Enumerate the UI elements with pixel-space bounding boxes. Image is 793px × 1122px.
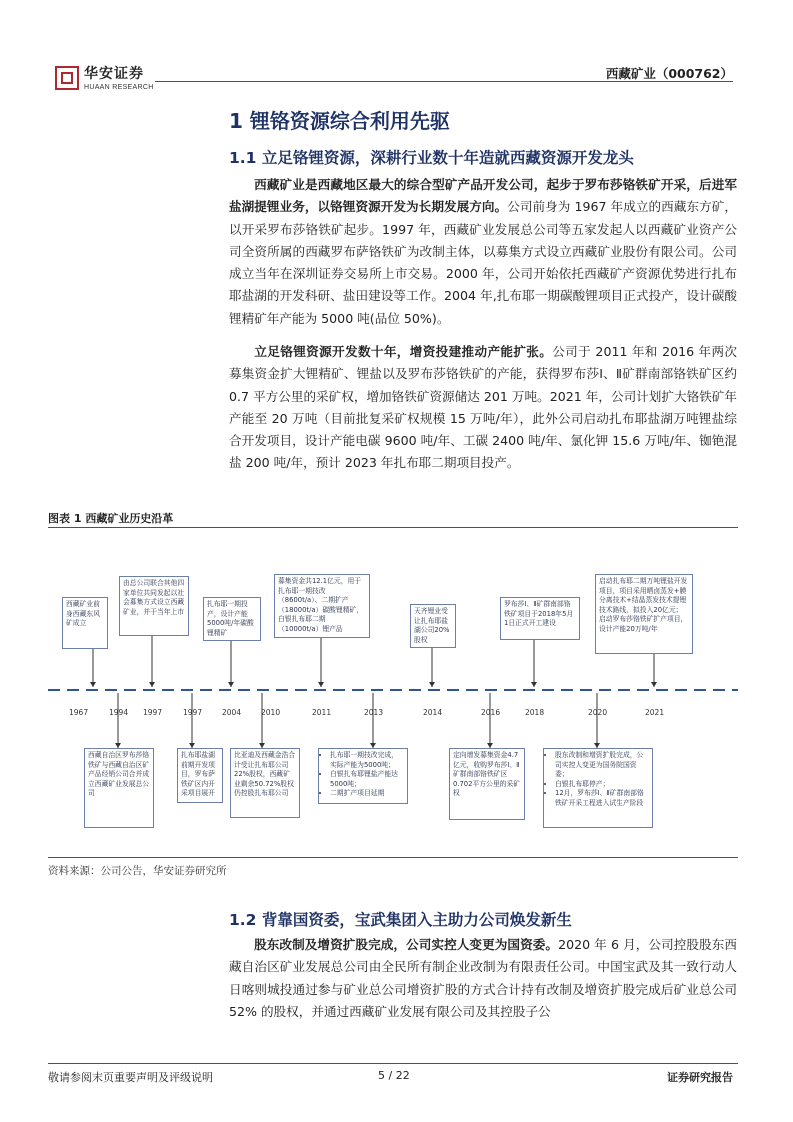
timeline-year: 2014	[423, 708, 443, 717]
timeline-box-text: 募集资金共12.1亿元，用于扎布耶一期技改（8600t/a）、二期扩产（18000t/a）碳酸锂精矿，白银扎布耶二期（10000t/a）锂产品	[278, 577, 364, 633]
timeline-bullet: • 二期扩产项目延期	[330, 789, 404, 799]
section-heading: 1 锂铬资源综合利用先驱	[229, 109, 450, 133]
timeline-event-top	[62, 597, 108, 649]
timeline-event-top	[410, 604, 456, 648]
timeline-arrowhead	[228, 682, 234, 687]
footer-report-type: 证券研究报告	[667, 1071, 733, 1084]
timeline-box-text: 天齐锂业受让扎布耶盐湖公司20%股权	[414, 607, 450, 644]
timeline-box-text: 比亚迪及西藏金浩合计受让扎布耶公司22%股权，西藏矿业剩余50.72%股权仍控股扎布耶公司	[234, 751, 296, 798]
paragraph-3	[229, 934, 737, 1023]
header-divider	[155, 81, 733, 82]
timeline-year: 2016	[481, 708, 501, 717]
timeline-year: 2011	[312, 708, 332, 717]
timeline-arrowhead	[651, 682, 657, 687]
figure-caption: 图表 1 西藏矿业历史沿革	[48, 512, 174, 525]
paragraph-2-lead: 立足铬锂资源开发数十年，增资投建推动产能扩张。	[254, 344, 553, 359]
figure-source: 资料来源：公司公告，华安证券研究所	[48, 865, 227, 877]
timeline-event-top	[119, 576, 189, 636]
timeline-event-bottom	[543, 748, 653, 828]
timeline-box-text: 扎布耶盐湖前期开发项目，罗布萨铁矿区内开采项目展开	[181, 751, 215, 798]
paragraph-2-body: 公司于 2011 年和 2016 年两次募集资金扩大锂精矿、锂盐以及罗布莎铬铁矿的产能，获得罗布莎Ⅰ、Ⅱ矿群南部铬铁矿区约 0.7 平方公里的采矿权，增加铬铁矿资源储达 201 万吨。2021 年，公司计划扩大铬铁矿年产能至 20 万吨（目前批复采矿权规模 15 万吨/年），此外公司启动扎布耶盐湖万吨锂盐综合开发项目，设计产能电碳 9600 吨/年、工碳 2400 吨/年、氯化钾 15.6 万吨/年、铷铯混盐 200 吨/年，预计 2023 年扎布耶二期项目投产。	[229, 344, 738, 471]
timeline-year: 1997	[143, 708, 163, 717]
timeline-event-bottom	[84, 748, 154, 828]
paragraph-1-lead: 西藏矿业是西藏地区最大的综合型矿产品开发公司，起步于罗布莎铬铁矿开采，后进军盐湖提锂业务，以铬锂资源开发为长期发展方向。	[229, 177, 737, 215]
timeline-arrowhead	[531, 682, 537, 687]
page-number: 5 / 22	[378, 1069, 410, 1082]
timeline-year: 2021	[645, 708, 665, 717]
timeline-bullet: • 12月，罗布莎Ⅰ、Ⅱ矿群南部铬铁矿开采工程进入试生产阶段	[555, 789, 649, 808]
figure-divider	[48, 527, 738, 528]
timeline-box-text: 罗布莎Ⅰ、Ⅱ矿群南部铬铁矿项目于2018年5月1日正式开工建设	[504, 600, 574, 628]
timeline-event-bottom	[230, 748, 300, 818]
timeline-year: 1994	[109, 708, 129, 717]
timeline-year: 2018	[525, 708, 545, 717]
footer-disclaimer: 敬请参阅末页重要声明及评级说明	[48, 1071, 213, 1084]
timeline-arrowhead	[429, 682, 435, 687]
header-ticker: 西藏矿业（000762）	[605, 66, 733, 81]
timeline-box-text: 启动扎布耶二期万吨锂盐开发项目，项目采用晒卤蒸发+膜分离技术+结晶蒸发技术提锂技术路线，拟投入20亿元；启动罗布莎铬铁矿扩产项目，设计产能20万吨/年	[599, 577, 688, 633]
timeline-connectors	[90, 636, 657, 748]
logo-text-en: HUAAN RESEARCH	[84, 84, 154, 91]
timeline-box-text: 由总公司联合其他四家单位共同发起以社会募集方式设立西藏矿业，并于当年上市	[123, 579, 185, 616]
timeline-bullet: • 扎布耶一期技改完成，实际产能为5000吨；	[330, 751, 404, 770]
timeline-arrowhead	[318, 682, 324, 687]
timeline-event-bottom	[318, 748, 408, 804]
timeline-year: 2020	[588, 708, 608, 717]
paragraph-1-body: 公司前身为 1967 年成立的西藏东方矿，以开采罗布莎铬铁矿起步。1997 年，西藏矿业发展总公司等五家发起人以西藏矿业资产公司全资所属的西藏罗布萨铬铁矿为改制主体，以募集方式设立西藏矿业股份有限公司。公司成立当年在深圳证券交易所上市交易。2000 年，公司开始依托西藏矿产资源优势进行扎布耶盐湖的开发科研、盐田建设等工作。2004 年,扎布耶一期碳酸锂项目正式投产，设计碳酸锂精矿年产能为 5000 吨(品位 50%)。	[229, 199, 737, 326]
timeline-year: 1997	[183, 708, 203, 717]
paragraph-3-body: 2020 年 6 月，公司控股股东西藏自治区矿业发展总公司由全民所有制企业改制为有限责任公司。中国宝武及其一致行动人日喀则城投通过参与矿业总公司增资扩股的方式合计持有改制及增资扩股完成后矿业总公司 52% 的股权，并通过西藏矿业发展有限公司及其控股子公	[229, 937, 738, 1019]
paragraph-1	[229, 174, 737, 330]
timeline-arrowhead	[90, 682, 96, 687]
paragraph-2	[229, 341, 737, 475]
timeline-year: 2013	[364, 708, 384, 717]
timeline-event-top	[500, 597, 580, 640]
source-divider	[48, 857, 738, 858]
timeline-arrowhead	[149, 682, 155, 687]
timeline-event-bottom	[449, 748, 525, 820]
timeline-event-bottom	[177, 748, 223, 803]
subsection-heading-1-2: 1.2 背靠国资委，宝武集团入主助力公司焕发新生	[229, 911, 572, 929]
logo-text-cn: 华安证券	[84, 66, 144, 82]
logo-icon	[55, 66, 79, 90]
timeline-event-top	[203, 597, 261, 641]
timeline-bullet: • 股东改制和增资扩股完成，公司实控人变更为国务院国资委；	[555, 751, 649, 780]
timeline-box-text: 西藏自治区罗布莎铬铁矿与西藏自治区矿产品经销公司合并成立西藏矿业发展总公司	[88, 751, 150, 798]
timeline-bullet: • 白银扎布耶锂盐产能达5000吨；	[330, 770, 404, 789]
timeline-event-top	[274, 574, 370, 638]
timeline-box-text: 定向增发募集资金4.7亿元，收购罗布莎Ⅰ、Ⅱ矿群南部铬铁矿区0.702平方公里的采矿权	[453, 751, 521, 798]
timeline-year: 2004	[222, 708, 242, 717]
subsection-heading-1-1: 1.1 立足铬锂资源，深耕行业数十年造就西藏资源开发龙头	[229, 149, 634, 167]
timeline-year: 1967	[69, 708, 89, 717]
timeline-event-top	[595, 574, 693, 654]
timeline-year: 2010	[261, 708, 281, 717]
paragraph-3-lead: 股东改制及增资扩股完成，公司实控人变更为国资委。	[254, 937, 559, 952]
footer-divider	[48, 1063, 738, 1064]
timeline-box-text: 西藏矿业前身西藏东风矿成立	[66, 600, 100, 628]
timeline-box-text: 扎布耶一期投产，设计产能5000吨/年碳酸锂精矿	[207, 600, 254, 637]
timeline-bullet: • 白银扎布耶停产；	[555, 780, 649, 790]
